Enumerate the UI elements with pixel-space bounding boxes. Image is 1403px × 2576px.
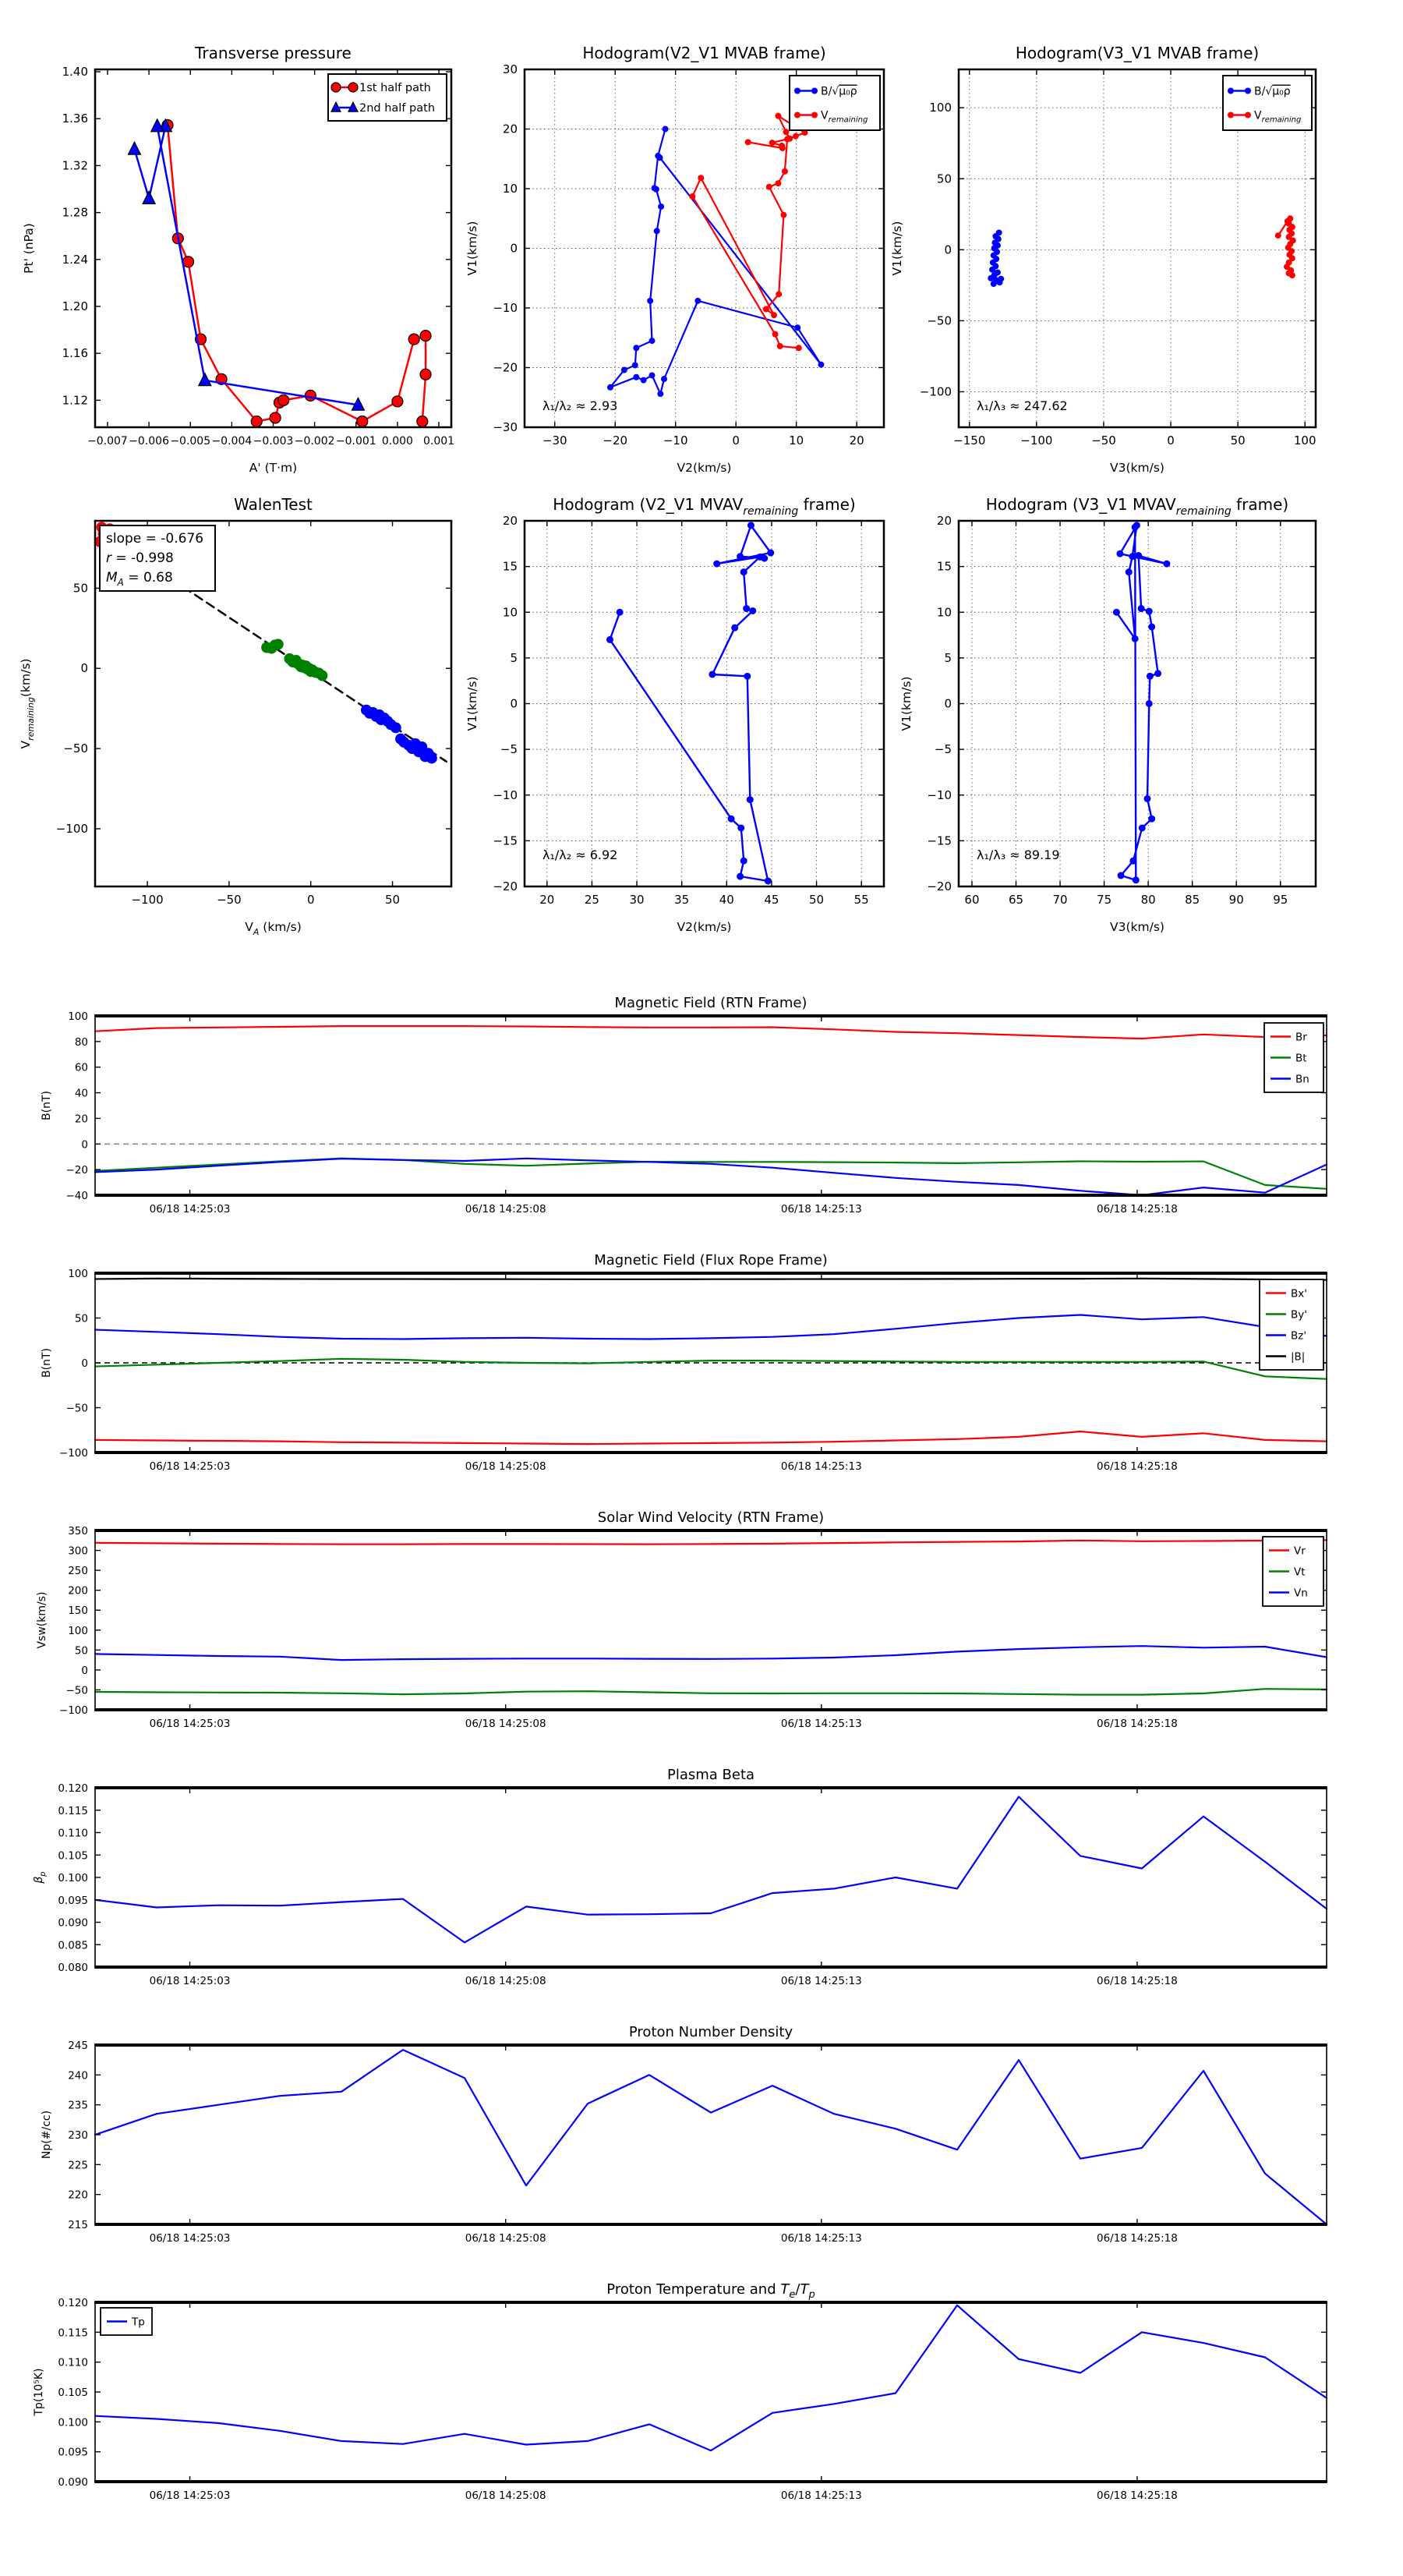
x-tick-label: −0.001 xyxy=(335,435,376,448)
y-tick-label: 50 xyxy=(72,581,88,596)
chart-title: Transverse pressure xyxy=(195,44,352,62)
y-tick-label: 0 xyxy=(80,661,88,676)
y-tick-label: −20 xyxy=(65,1164,88,1177)
series-B-over-sqrt-mu0rho xyxy=(610,129,821,395)
y-tick-label: 215 xyxy=(68,2219,88,2231)
x-tick-label: 50 xyxy=(1230,433,1246,448)
legend-label: Tp xyxy=(132,2316,145,2329)
y-tick-label: −10 xyxy=(493,787,518,802)
chart-solar-wind-velocity-rtn xyxy=(36,1509,1327,1730)
x-tick-label: −0.006 xyxy=(129,435,169,448)
legend-label: |B| xyxy=(1291,1350,1306,1364)
y-tick-label: 1.20 xyxy=(62,299,88,313)
chart-title: WalenTest xyxy=(234,495,313,514)
chart-title: Solar Wind Velocity (RTN Frame) xyxy=(597,1509,825,1526)
x-tick-label: 06/18 14:25:18 xyxy=(1097,2489,1178,2502)
y-tick-label: 30 xyxy=(502,62,518,76)
y-tick-label: 1.40 xyxy=(62,65,88,80)
y-tick-label: 0.115 xyxy=(58,1804,88,1817)
y-tick-label: 10 xyxy=(936,605,952,620)
chart-magnetic-field-flux-rope xyxy=(41,1252,1327,1473)
y-tick-label: −50 xyxy=(63,741,88,756)
y-axis-label: Vsw(km/s) xyxy=(36,1591,48,1649)
x-tick-label: 06/18 14:25:08 xyxy=(465,1460,546,1473)
series-Bt xyxy=(95,1159,1327,1189)
y-tick-label: 200 xyxy=(68,1584,88,1598)
y-tick-label: 50 xyxy=(936,172,952,186)
x-axis-label: V2(km/s) xyxy=(677,920,732,934)
chart-title: Proton Temperature and $T_e/T_p$ xyxy=(606,2281,815,2301)
y-tick-label: −10 xyxy=(927,787,952,802)
series-middle-interval-markers xyxy=(261,639,327,681)
y-tick-label: 220 xyxy=(68,2189,88,2202)
legend-label: Bz' xyxy=(1291,1329,1307,1343)
y-tick-label: 0.105 xyxy=(58,2387,88,2399)
chart-plasma-beta xyxy=(33,1767,1327,1987)
axes-spines xyxy=(94,1788,1327,1967)
y-tick-label: 0.095 xyxy=(58,1894,88,1907)
x-tick-label: 0 xyxy=(1167,433,1175,448)
y-tick-label: 15 xyxy=(936,559,952,574)
chart-title: Hodogram (V2_V1 $MVAV_{remaining}$ frame) xyxy=(553,495,856,518)
chart-title: Hodogram(V3_V1 MVAB frame) xyxy=(1015,44,1260,62)
x-tick-label: 06/18 14:25:18 xyxy=(1097,1203,1178,1215)
x-tick-label: −100 xyxy=(1020,433,1053,448)
chart-title: Magnetic Field (RTN Frame) xyxy=(614,995,808,1011)
x-tick-label: −30 xyxy=(542,433,567,448)
x-tick-label: −20 xyxy=(603,433,628,448)
y-tick-label: 100 xyxy=(68,1010,88,1023)
x-tick-label: −50 xyxy=(1091,433,1116,448)
x-tick-label: 65 xyxy=(1008,893,1024,907)
legend-label: B/√μ₀ρ xyxy=(821,85,857,98)
x-tick-label: 0.001 xyxy=(423,435,455,448)
legend-label: Bt xyxy=(1295,1052,1307,1065)
legend-label: B/√μ₀ρ xyxy=(1254,85,1291,98)
grid xyxy=(525,521,884,886)
stats-line: slope = -0.676 xyxy=(106,531,204,547)
chart-proton-number-density xyxy=(41,2024,1327,2245)
y-tick-label: 0 xyxy=(510,696,518,711)
y-tick-label: 1.12 xyxy=(62,393,88,408)
y-tick-label: 0.080 xyxy=(58,1962,88,1974)
x-tick-label: −100 xyxy=(131,893,164,907)
y-tick-label: 0.095 xyxy=(58,2446,88,2459)
legend-label: Br xyxy=(1295,1031,1307,1044)
x-tick-label: 06/18 14:25:03 xyxy=(149,1975,231,1987)
legend-label: 1st half path xyxy=(359,82,431,94)
series-beta-p xyxy=(95,1797,1327,1943)
y-tick-label: 1.24 xyxy=(62,252,88,267)
series-B-over-sqrt-mu0rho-markers xyxy=(988,229,1004,287)
stats-line: r = -0.998 xyxy=(106,550,174,566)
y-axis-label: B(nT) xyxy=(41,1091,53,1120)
chart-hodogram-v3v1-mvav xyxy=(899,495,1316,934)
y-axis-label: $\beta_p$ xyxy=(33,1871,48,1884)
y-tick-label: 245 xyxy=(68,2040,88,2052)
y-tick-label: 50 xyxy=(74,1312,88,1325)
series-Br xyxy=(95,1026,1327,1039)
chart-title: Plasma Beta xyxy=(666,1767,755,1783)
chart-hodogram-v2v1-mvav xyxy=(465,495,885,934)
series-Bz-prime xyxy=(95,1315,1327,1339)
x-tick-label: 06/18 14:25:03 xyxy=(149,1460,231,1473)
legend xyxy=(328,74,447,121)
x-tick-label: −10 xyxy=(663,433,688,448)
x-tick-label: 35 xyxy=(674,893,690,907)
y-axis-label: V1(km/s) xyxy=(899,676,914,731)
x-tick-label: 06/18 14:25:18 xyxy=(1097,2232,1178,2245)
legend xyxy=(1263,1537,1323,1606)
x-axis-label: V3(km/s) xyxy=(1110,461,1164,475)
x-tick-label: 20 xyxy=(849,433,864,448)
y-tick-label: −100 xyxy=(55,821,88,836)
y-tick-label: 0.100 xyxy=(58,2416,88,2429)
y-tick-label: −20 xyxy=(927,879,952,893)
legend-label: By' xyxy=(1291,1308,1307,1322)
y-tick-label: 225 xyxy=(68,2159,88,2172)
y-axis-label: Tp(10⁵K) xyxy=(33,2368,45,2416)
y-axis-label: $V_{remaining}(km/s)$ xyxy=(19,658,36,749)
series-B-magnitude xyxy=(95,1279,1327,1280)
y-tick-label: 0 xyxy=(81,1138,88,1152)
x-tick-label: 75 xyxy=(1097,893,1112,907)
y-tick-label: 350 xyxy=(68,1525,88,1537)
y-tick-label: 0 xyxy=(81,1664,88,1677)
x-tick-label: 85 xyxy=(1185,893,1200,907)
x-tick-label: −0.004 xyxy=(211,435,253,448)
y-tick-label: 0.110 xyxy=(58,1827,88,1840)
axis-ticks xyxy=(59,1268,1327,1473)
axis-ticks xyxy=(66,1010,1327,1215)
series-Bx-prime xyxy=(95,1431,1327,1444)
y-tick-label: 0 xyxy=(944,242,952,257)
x-tick-label: 30 xyxy=(629,893,645,907)
y-tick-label: 235 xyxy=(68,2099,88,2112)
y-axis-label: V1(km/s) xyxy=(890,221,904,276)
x-tick-label: −0.002 xyxy=(294,435,335,448)
x-tick-label: 60 xyxy=(964,893,980,907)
y-tick-label: 20 xyxy=(74,1113,88,1126)
y-tick-label: 5 xyxy=(944,650,952,665)
x-tick-label: 10 xyxy=(789,433,804,448)
series-velocity-hodogram xyxy=(610,525,771,881)
x-tick-label: 0 xyxy=(732,433,740,448)
axis-ticks xyxy=(58,2297,1327,2502)
y-tick-label: 60 xyxy=(74,1061,88,1074)
y-tick-label: 20 xyxy=(502,514,518,528)
legend-label: Vt xyxy=(1294,1566,1306,1579)
series-Np xyxy=(95,2050,1327,2224)
x-tick-label: 06/18 14:25:08 xyxy=(465,2489,546,2502)
y-tick-label: 100 xyxy=(68,1268,88,1280)
y-tick-label: 0.100 xyxy=(58,1872,88,1884)
y-tick-label: 0.115 xyxy=(58,2327,88,2340)
y-tick-label: −20 xyxy=(493,879,518,893)
x-tick-label: 90 xyxy=(1228,893,1244,907)
y-tick-label: −30 xyxy=(493,420,518,434)
legend xyxy=(1260,1279,1323,1370)
series-2nd-half-path xyxy=(135,126,359,405)
y-tick-label: 80 xyxy=(74,1035,88,1049)
series-Tp xyxy=(95,2305,1327,2450)
y-tick-label: 100 xyxy=(68,1624,88,1637)
x-tick-label: 06/18 14:25:03 xyxy=(149,2232,231,2245)
stats-line: $M_A = 0.68$ xyxy=(106,570,173,588)
y-tick-label: 0 xyxy=(944,696,952,711)
y-tick-label: 0 xyxy=(81,1357,88,1370)
y-tick-label: 15 xyxy=(502,559,518,574)
x-tick-label: −0.007 xyxy=(87,435,128,448)
eigenvalue-ratio-label: λ₁/λ₂ ≈ 2.93 xyxy=(542,398,618,413)
y-tick-label: 20 xyxy=(502,122,518,136)
x-tick-label: 0 xyxy=(306,893,315,907)
x-tick-label: −150 xyxy=(953,433,986,448)
series-last-interval-markers xyxy=(361,705,437,764)
eigenvalue-ratio-label: λ₁/λ₂ ≈ 6.92 xyxy=(542,847,618,862)
x-tick-label: 06/18 14:25:18 xyxy=(1097,1975,1178,1987)
axes-spines xyxy=(94,1530,1327,1710)
series-V-remaining xyxy=(692,116,804,349)
chart-title: Proton Number Density xyxy=(628,2024,793,2040)
legend xyxy=(101,2308,152,2335)
x-tick-label: 06/18 14:25:03 xyxy=(149,2489,231,2502)
x-tick-label: −0.005 xyxy=(170,435,211,448)
x-axis-label: V2(km/s) xyxy=(677,461,732,475)
y-tick-label: 300 xyxy=(68,1545,88,1558)
y-axis-label: V1(km/s) xyxy=(465,676,479,731)
y-tick-label: −40 xyxy=(65,1190,88,1202)
legend xyxy=(1223,76,1312,130)
x-tick-label: 50 xyxy=(809,893,825,907)
x-tick-label: 06/18 14:25:08 xyxy=(465,2232,546,2245)
y-tick-label: 40 xyxy=(74,1087,88,1100)
legend-label: Vn xyxy=(1294,1587,1308,1600)
x-axis-label: V3(km/s) xyxy=(1110,920,1164,934)
y-tick-label: 0.120 xyxy=(58,2297,88,2309)
x-tick-label: 80 xyxy=(1140,893,1156,907)
y-axis-label: V1(km/s) xyxy=(465,221,479,276)
y-axis-label: Np(#/cc) xyxy=(41,2110,53,2160)
x-axis-label: $V_A$ (km/s) xyxy=(245,920,302,937)
x-tick-label: 06/18 14:25:18 xyxy=(1097,1460,1178,1473)
y-tick-label: −100 xyxy=(58,1704,88,1717)
x-tick-label: 06/18 14:25:08 xyxy=(465,1718,546,1730)
x-tick-label: 0.000 xyxy=(381,435,413,448)
y-tick-label: 5 xyxy=(510,650,518,665)
y-tick-label: 0.085 xyxy=(58,1939,88,1952)
y-tick-label: 0.110 xyxy=(58,2356,88,2369)
legend-label: 2nd half path xyxy=(359,102,436,115)
y-tick-label: −50 xyxy=(927,313,952,328)
x-tick-label: 06/18 14:25:13 xyxy=(780,1718,862,1730)
eigenvalue-ratio-label: λ₁/λ₃ ≈ 89.19 xyxy=(977,847,1060,862)
chart-title: Magnetic Field (Flux Rope Frame) xyxy=(594,1252,828,1269)
x-tick-label: 06/18 14:25:03 xyxy=(149,1203,231,1215)
y-tick-label: 0.105 xyxy=(58,1849,88,1863)
legend-label: $V_{remaining}$ xyxy=(821,109,868,125)
chart-proton-temperature xyxy=(33,2281,1327,2502)
y-tick-label: 1.36 xyxy=(62,111,88,126)
x-tick-label: 06/18 14:25:13 xyxy=(780,1975,862,1987)
grid xyxy=(959,521,1316,886)
y-tick-label: −50 xyxy=(65,1402,88,1415)
legend-label: $V_{remaining}$ xyxy=(1254,109,1302,125)
y-tick-label: 100 xyxy=(929,101,952,115)
axis-ticks xyxy=(58,1782,1327,1987)
legend xyxy=(790,76,880,130)
axes-spines xyxy=(94,2045,1327,2224)
y-tick-label: −20 xyxy=(493,360,518,375)
chart-walen-test xyxy=(19,495,452,937)
series-Vn xyxy=(95,1646,1327,1660)
x-tick-label: 06/18 14:25:13 xyxy=(780,2489,862,2502)
series-B-over-sqrt-mu0rho-markers xyxy=(607,126,824,398)
y-tick-label: −15 xyxy=(927,833,952,848)
axis-ticks xyxy=(59,1525,1327,1730)
x-axis-label: A' (T·m) xyxy=(249,461,298,475)
y-tick-label: 240 xyxy=(68,2069,88,2082)
eigenvalue-ratio-label: λ₁/λ₃ ≈ 247.62 xyxy=(977,398,1068,413)
x-tick-label: 40 xyxy=(719,893,734,907)
y-axis-label: Pt' (nPa) xyxy=(22,223,36,274)
y-tick-label: 1.16 xyxy=(62,346,88,361)
y-tick-label: 0 xyxy=(510,241,518,256)
series-velocity-hodogram-markers xyxy=(1113,522,1170,883)
x-tick-label: 06/18 14:25:13 xyxy=(780,2232,862,2245)
y-tick-label: −100 xyxy=(919,384,952,399)
x-tick-label: 06/18 14:25:08 xyxy=(465,1203,546,1215)
x-tick-label: 55 xyxy=(853,893,869,907)
axes-spines xyxy=(94,69,453,427)
axis-ticks xyxy=(68,2040,1327,2245)
y-tick-label: 0.120 xyxy=(58,1782,88,1795)
series-Bn xyxy=(95,1159,1327,1195)
y-tick-label: 1.32 xyxy=(62,158,88,173)
legend xyxy=(1264,1023,1323,1092)
x-tick-label: 50 xyxy=(384,893,401,907)
y-tick-label: 0.090 xyxy=(58,1916,88,1930)
series-velocity-hodogram-markers xyxy=(606,522,774,884)
axes-spines xyxy=(94,2302,1327,2482)
y-tick-label: 20 xyxy=(936,514,952,528)
y-tick-label: 150 xyxy=(68,1605,88,1618)
y-tick-label: −5 xyxy=(500,742,518,757)
chart-title: Hodogram(V2_V1 MVAB frame) xyxy=(582,44,826,62)
x-tick-label: −0.003 xyxy=(253,435,294,448)
legend-label: Bx' xyxy=(1291,1287,1307,1300)
series-By-prime xyxy=(95,1359,1327,1379)
y-tick-label: −100 xyxy=(58,1447,88,1460)
legend-label: Bn xyxy=(1295,1073,1309,1086)
y-tick-label: −50 xyxy=(65,1684,88,1697)
x-tick-label: 100 xyxy=(1293,433,1316,448)
axes-spines xyxy=(94,1273,1327,1453)
stats-annotation-box xyxy=(100,525,215,591)
x-tick-label: 06/18 14:25:03 xyxy=(149,1718,231,1730)
y-tick-label: 10 xyxy=(502,182,518,196)
axes-spines xyxy=(94,1016,1327,1195)
x-tick-label: 25 xyxy=(584,893,599,907)
y-tick-label: −10 xyxy=(493,301,518,315)
y-tick-label: 10 xyxy=(502,605,518,620)
y-tick-label: 250 xyxy=(68,1565,88,1578)
x-tick-label: 06/18 14:25:13 xyxy=(780,1203,862,1215)
x-tick-label: 06/18 14:25:08 xyxy=(465,1975,546,1987)
chart-magnetic-field-rtn xyxy=(41,995,1327,1215)
axis-ticks xyxy=(62,65,455,448)
x-tick-label: 20 xyxy=(539,893,555,907)
x-tick-label: 70 xyxy=(1052,893,1068,907)
y-tick-label: 230 xyxy=(68,2129,88,2142)
y-tick-label: −15 xyxy=(493,833,518,848)
series-Vr xyxy=(95,1540,1327,1544)
chart-title: Hodogram (V3_V1 $MVAV_{remaining}$ frame) xyxy=(985,495,1289,518)
y-tick-label: 50 xyxy=(74,1644,88,1658)
x-tick-label: 06/18 14:25:13 xyxy=(780,1460,862,1473)
y-tick-label: 0.090 xyxy=(58,2476,88,2489)
x-tick-label: 45 xyxy=(764,893,779,907)
x-tick-label: −50 xyxy=(217,893,242,907)
y-tick-label: 1.28 xyxy=(62,205,88,220)
y-tick-label: −5 xyxy=(934,742,952,757)
y-axis-label: B(nT) xyxy=(41,1348,53,1378)
legend-label: Vr xyxy=(1294,1545,1306,1558)
x-tick-label: 06/18 14:25:18 xyxy=(1097,1718,1178,1730)
x-tick-label: 95 xyxy=(1273,893,1288,907)
series-Vt xyxy=(95,1689,1327,1694)
